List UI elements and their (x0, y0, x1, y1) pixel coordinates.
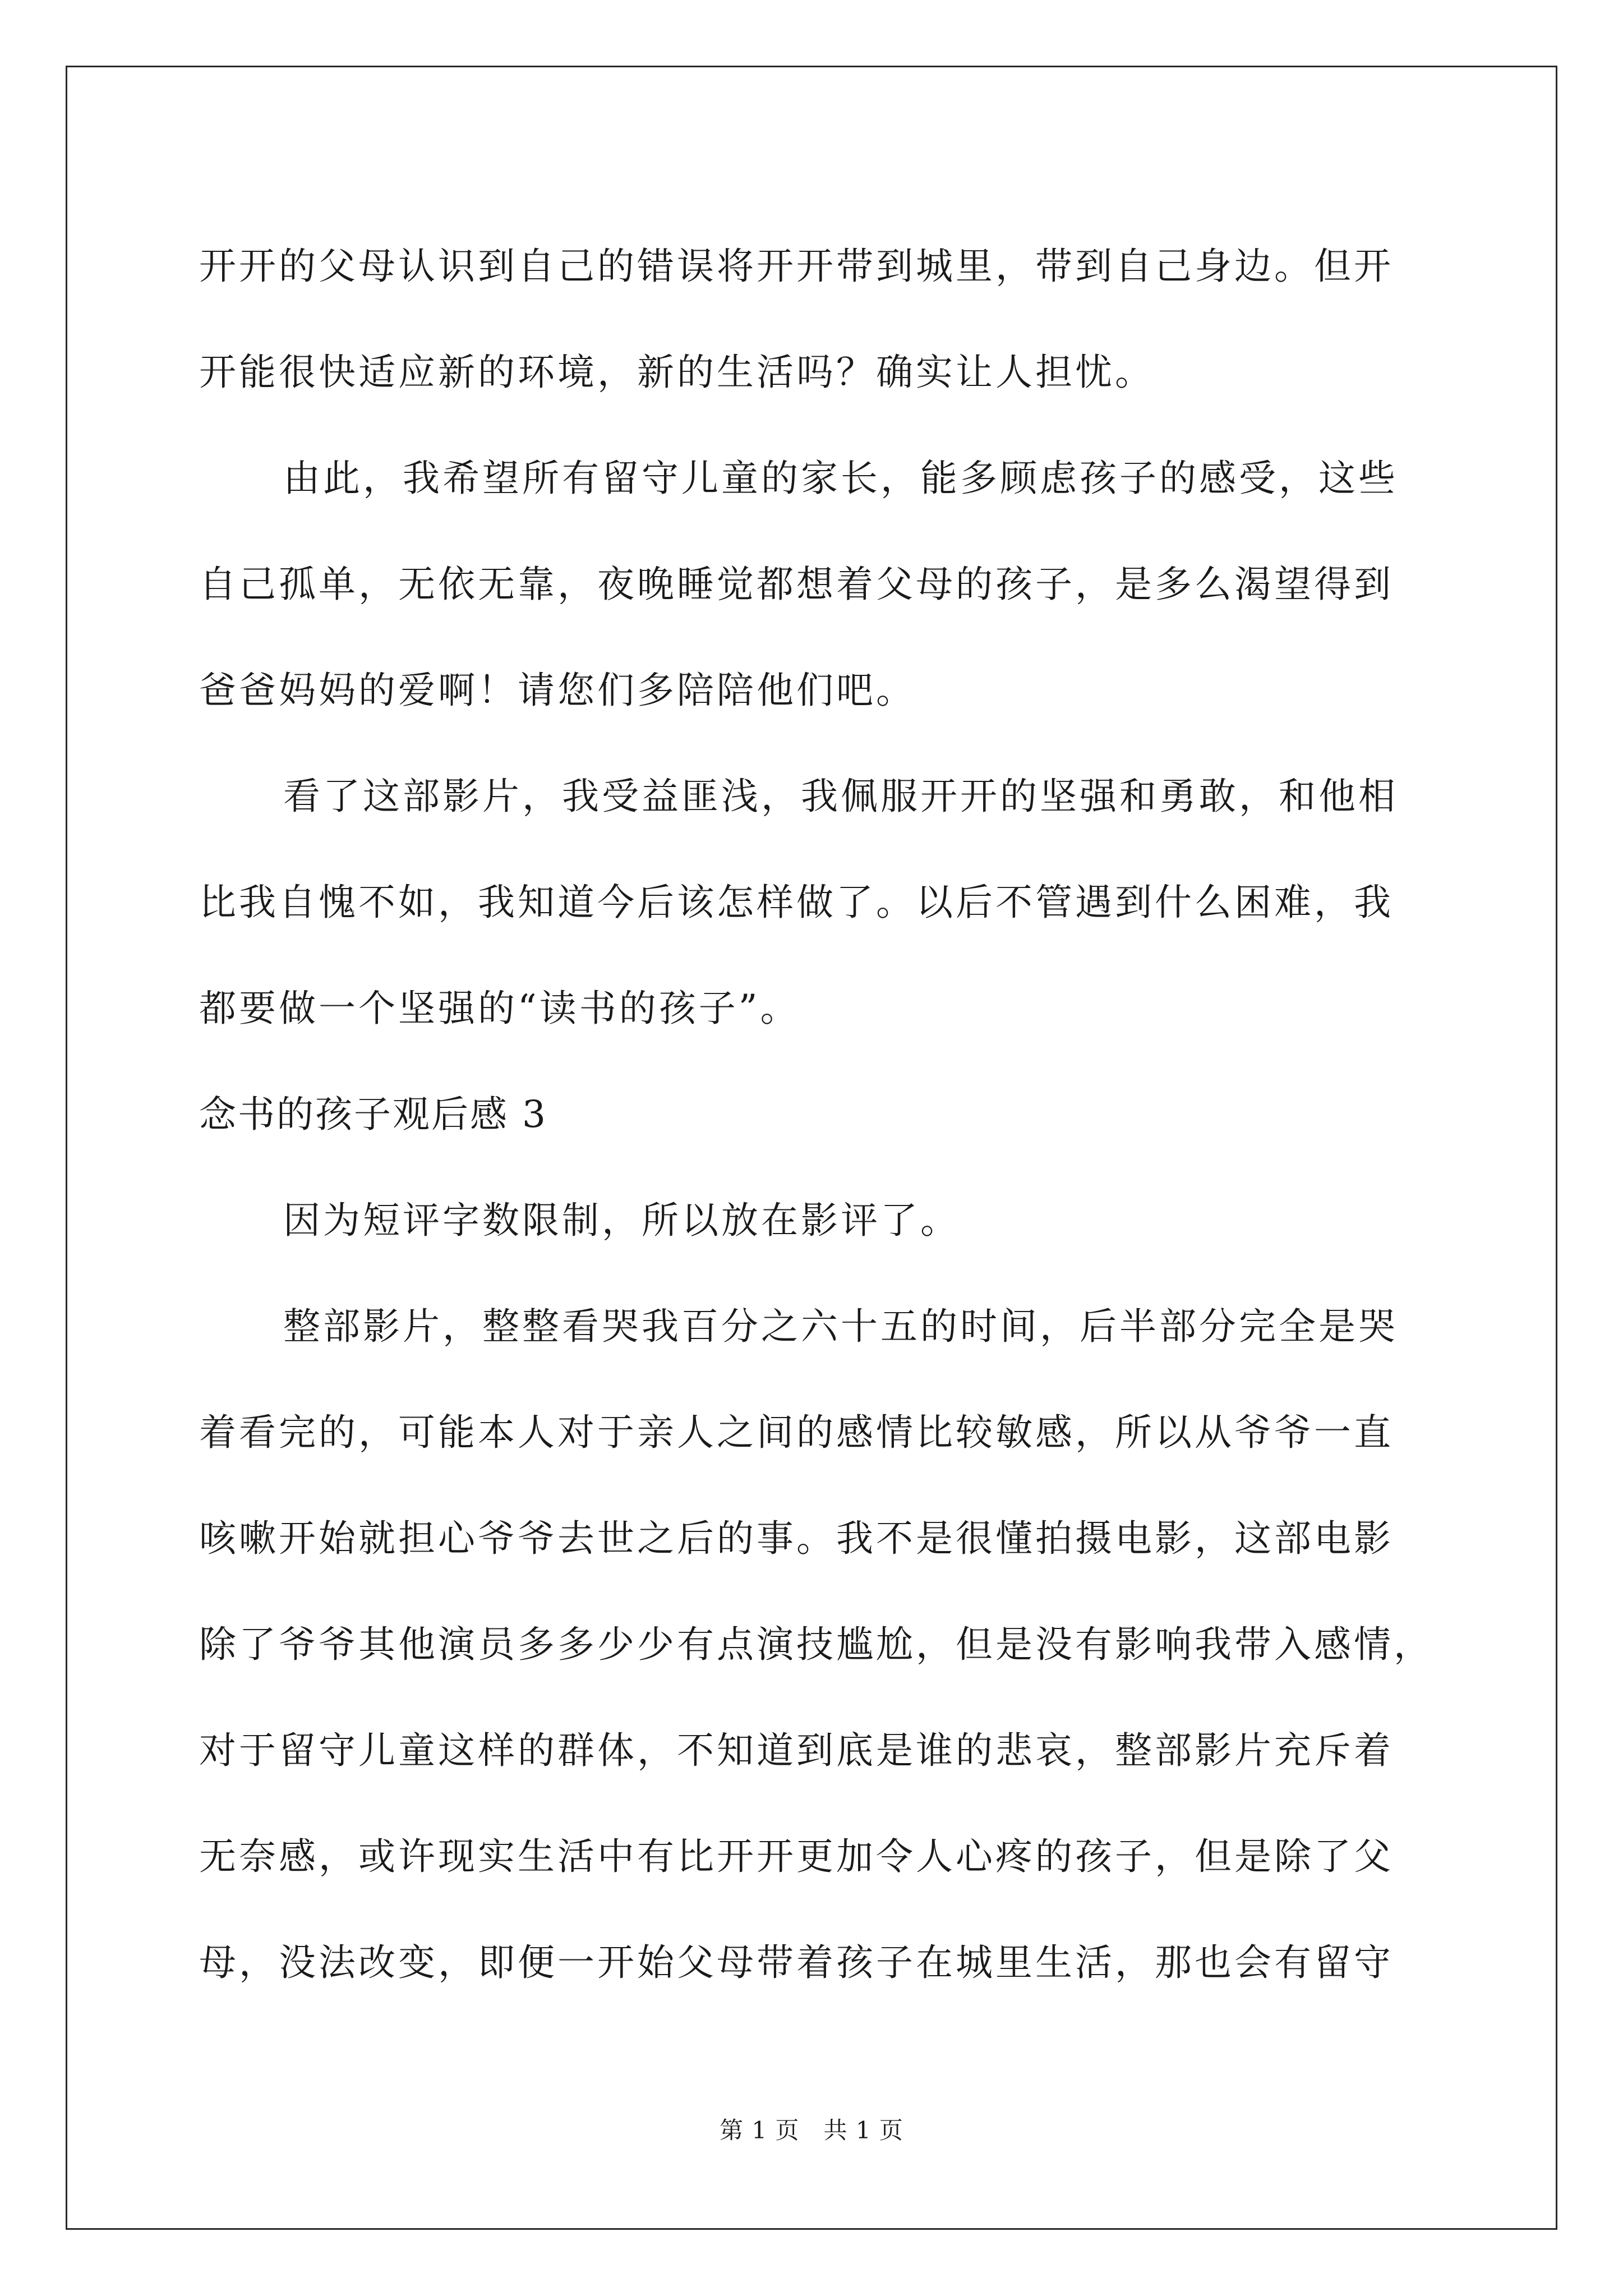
text-line: 比我自愧不如，我知道今后该怎样做了。以后不管遇到什么困难，我 (199, 881, 1394, 924)
page-number-label: 第 1 页 共 1 页 (720, 2116, 903, 2144)
text-line: 由此，我希望所有留守儿童的家长，能多顾虑孩子的感受，这些 (283, 457, 1398, 500)
section-heading: 念书的孩子观后感 3 (199, 1093, 547, 1136)
text-line: 自己孤单，无依无靠，夜晚睡觉都想着父母的孩子，是多么渴望得到 (199, 563, 1394, 606)
text-line: 无奈感，或许现实生活中有比开开更加令人心疼的孩子，但是除了父 (199, 1835, 1394, 1878)
text-line: 除了爷爷其他演员多多少少有点演技尴尬，但是没有影响我带入感情， (199, 1623, 1433, 1666)
text-line: 咳嗽开始就担心爷爷去世之后的事。我不是很懂拍摄电影，这部电影 (199, 1517, 1394, 1560)
text-line: 对于留守儿童这样的群体，不知道到底是谁的悲哀，整部影片充斥着 (199, 1729, 1394, 1772)
text-line: 爸爸妈妈的爱啊！请您们多陪陪他们吧。 (199, 669, 916, 712)
text-line: 开能很快适应新的环境，新的生活吗？确实让人担忧。 (199, 351, 1155, 394)
text-line: 母，没法改变，即便一开始父母带着孩子在城里生活，那也会有留守 (199, 1941, 1394, 1984)
text-line: 看了这部影片，我受益匪浅，我佩服开开的坚强和勇敢，和他相 (283, 775, 1398, 818)
text-line: 整部影片，整整看哭我百分之六十五的时间，后半部分完全是哭 (283, 1305, 1398, 1348)
text-line: 着看完的，可能本人对于亲人之间的感情比较敏感，所以从爷爷一直 (199, 1411, 1394, 1454)
text-line: 开开的父母认识到自己的错误将开开带到城里，带到自己身边。但开 (199, 245, 1394, 288)
document-body (199, 213, 1433, 2016)
page-footer (0, 2112, 1623, 2146)
text-line: 因为短评字数限制，所以放在影评了。 (283, 1199, 960, 1242)
text-line: 都要做一个坚强的“读书的孩子”。 (199, 987, 800, 1030)
